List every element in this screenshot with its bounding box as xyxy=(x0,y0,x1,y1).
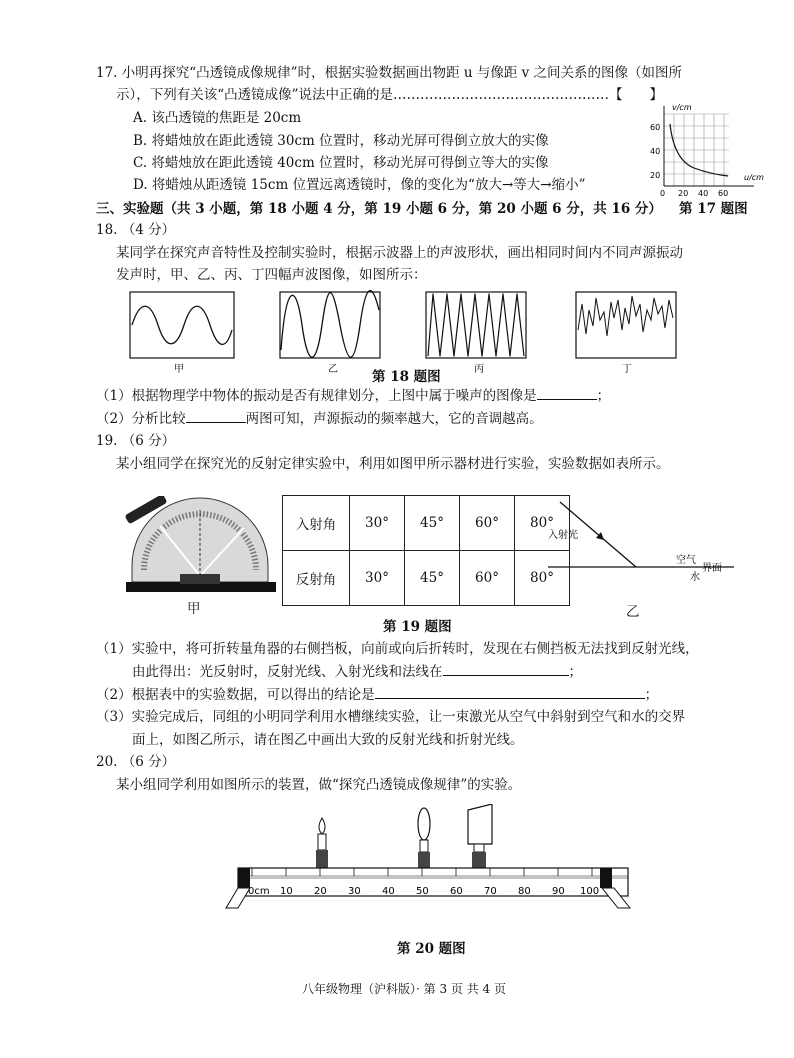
q19-intro: 某小组同学在探究光的反射定律实验中，利用如图甲所示器材进行实验，实验数据如表所示。 xyxy=(116,456,670,472)
q19-fig-a-label: 甲 xyxy=(187,601,201,617)
q19-sub2-text: （2）根据表中的实验数据，可以得出的结论是 xyxy=(96,687,375,703)
wave-label-yi: 乙 xyxy=(328,364,338,375)
q18-intro-line1: 某同学在探究声音特性及控制实验时，根据示波器上的声波形状，画出相同时间内不同声源振动 xyxy=(116,245,683,261)
incident-ray-label: 入射光 xyxy=(548,530,578,541)
q19-heading: 19. （6 分） xyxy=(96,433,176,449)
table-row xyxy=(283,496,570,551)
wave-label-jia: 甲 xyxy=(174,364,184,375)
table-row xyxy=(283,551,570,606)
table-cell: 60° xyxy=(460,551,515,606)
table-header-reflect: 反射角 xyxy=(283,551,350,606)
q17-graph-ytick: 40 xyxy=(650,147,661,156)
q17-graph-xtick: 0 xyxy=(660,189,666,198)
q17-uv-graph xyxy=(644,104,778,198)
bench-label: 20 xyxy=(314,886,327,897)
table-cell: 60° xyxy=(460,496,515,551)
bench-label: 50 xyxy=(416,886,429,897)
q18-sub1-text: （1）根据物理学中物体的振动是否有规律划分，上图中属于噪声的图像是 xyxy=(96,388,537,404)
q17-option-d: D. 将蜡烛从距透镜 15cm 位置远离透镜时，像的变化为“放大→等大→缩小” xyxy=(133,177,586,193)
q17-graph-xtick: 60 xyxy=(718,189,729,198)
table-cell: 30° xyxy=(350,496,405,551)
q17-graph-ytick: 20 xyxy=(650,171,661,180)
q17-figure-caption: 第 17 题图 xyxy=(679,201,748,217)
table-cell: 45° xyxy=(405,551,460,606)
q17-graph-ylabel: v/cm xyxy=(672,104,692,112)
q17-graph-xtick: 40 xyxy=(698,189,709,198)
table-header-incident: 入射角 xyxy=(283,496,350,551)
q18-sub1-blank[interactable] xyxy=(537,385,597,400)
bench-label: 70 xyxy=(484,886,497,897)
page-footer: 八年级物理（沪科版）· 第 3 页 共 4 页 xyxy=(302,982,506,996)
q19-sub3-line1: （3）实验完成后，同组的小明同学利用水槽继续实验，让一束激光从空气中斜射到空气和水的交界 xyxy=(96,709,686,725)
q19-refraction-diagram xyxy=(546,496,746,586)
q19-sub1-line2 xyxy=(132,661,582,683)
q19-sub3-line2: 面上，如图乙所示，请在图乙中画出大致的反射光线和折射光线。 xyxy=(132,732,524,748)
air-label: 空气 xyxy=(676,555,696,566)
q20-figure-caption: 第 20 题图 xyxy=(397,941,466,957)
table-cell: 80° xyxy=(515,496,570,551)
wave-label-bing: 丙 xyxy=(474,364,484,375)
interface-label: 界面 xyxy=(702,563,722,574)
bench-label: 60 xyxy=(450,886,463,897)
q19-protractor-apparatus xyxy=(120,496,276,600)
bench-label: 80 xyxy=(518,886,531,897)
bench-label: 10 xyxy=(280,886,293,897)
q20-intro: 某小组同学利用如图所示的装置，做“探究凸透镜成像规律”的实验。 xyxy=(116,777,522,793)
q17-graph-ytick: 60 xyxy=(650,123,661,132)
q19-sub2-end: ； xyxy=(644,687,659,703)
bench-label: 40 xyxy=(382,886,395,897)
q17-graph-xtick: 20 xyxy=(678,189,689,198)
table-cell: 80° xyxy=(515,551,570,606)
q19-fig-b-label: 乙 xyxy=(626,604,640,620)
bench-label: 100 xyxy=(580,886,600,897)
q17-option-a: A. 该凸透镜的焦距是 20cm xyxy=(133,110,302,126)
q19-sub1-line1: （1）实验中，将可折转量角器的右侧挡板，向前或向后折转时，发现在右侧挡板无法找到反射光线， xyxy=(96,641,699,657)
q18-sub1 xyxy=(96,385,610,407)
q17-option-b: B. 将蜡烛放在距此透镜 30cm 位置时，移动光屏可得倒立放大的实像 xyxy=(133,133,549,149)
q17-option-c: C. 将蜡烛放在距此透镜 40cm 位置时，移动光屏可得倒立等大的实像 xyxy=(133,155,549,171)
q19-sub1-blank[interactable] xyxy=(443,661,569,676)
q19-figure-caption: 第 19 题图 xyxy=(383,619,452,635)
q18-figure-caption: 第 18 题图 xyxy=(372,369,441,385)
q18-heading: 18. （4 分） xyxy=(96,222,176,238)
section3-heading: 三、实验题（共 3 小题，第 18 小题 4 分，第 19 小题 6 分，第 20 小题 6 分，共 16 分） xyxy=(96,201,662,217)
q18-sub2 xyxy=(96,408,543,430)
table-cell: 30° xyxy=(350,551,405,606)
q19-sub2-blank[interactable] xyxy=(375,684,645,699)
q17-stem-line1: 17. 小明再探究“凸透镜成像规律”时，根据实验数据画出物距 u 与像距 v 之间关系的图像（如图所 xyxy=(96,65,683,81)
bench-label: 90 xyxy=(552,886,565,897)
table-cell: 45° xyxy=(405,496,460,551)
q18-sub2-rest: 两图可知，声源振动的频率越大，它的音调越高。 xyxy=(245,411,543,427)
q18-sub2-blank[interactable] xyxy=(186,408,246,423)
q20-heading: 20. （6 分） xyxy=(96,754,176,770)
q19-data-table xyxy=(282,495,570,606)
bench-label: 30 xyxy=(348,886,361,897)
q18-sub2-text: （2）分析比较 xyxy=(96,411,186,427)
q17-stem-line2: 示），下列有关该“凸透镜成像”说法中正确的是…………………………………………【 】 xyxy=(116,87,664,103)
q18-sub1-end: ； xyxy=(596,388,611,404)
q20-optical-bench xyxy=(218,804,638,918)
q17-graph-xlabel: u/cm xyxy=(744,173,764,182)
water-label: 水 xyxy=(690,572,700,583)
q19-sub2 xyxy=(96,684,658,706)
bench-label: 0cm xyxy=(248,886,270,897)
q19-sub1-end: ； xyxy=(568,664,582,680)
wave-label-ding: 丁 xyxy=(622,364,632,375)
q18-intro-line2: 发声时，甲、乙、丙、丁四幅声波图像，如图所示： xyxy=(116,267,427,283)
q19-sub1-text: 由此得出：光反射时，反射光线、入射光线和法线在 xyxy=(132,664,443,680)
